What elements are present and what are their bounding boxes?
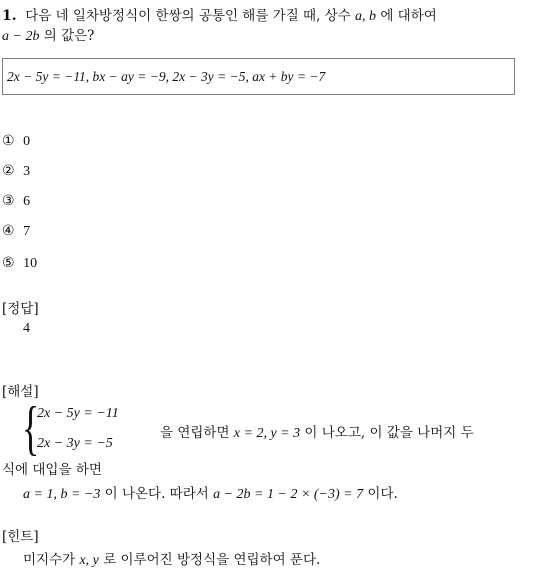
choice-3-value: 6 (23, 194, 31, 209)
equations-text: 2x − 5y = −11, bx − ay = −9, 2x − 3y = −5, ax + by = −7 (7, 69, 326, 84)
choice-5-value: 10 (23, 256, 38, 271)
explanation-line3-part1: 이 나온다. 따라서 (104, 486, 209, 502)
explanation-line3-part2: 이다. (367, 486, 398, 502)
hint-label: [힌트] (2, 529, 39, 545)
explanation-ab-values: a = 1, b = −3 (23, 487, 101, 502)
choice-2-value: 3 (23, 164, 31, 179)
choice-4-mark: ④ (2, 223, 15, 239)
choice-2-mark: ② (2, 163, 15, 179)
question-text-part1: 다음 네 일차방정식이 한쌍의 공통인 해를 가질 때, 상수 (25, 8, 351, 24)
explanation-solution: x = 2, y = 3 (233, 426, 301, 441)
question-number: 1. (2, 8, 17, 24)
choice-1[interactable] (2, 133, 30, 150)
answer-label: [정답] (2, 301, 39, 317)
hint-text-part1: 미지수가 (23, 552, 76, 568)
answer-value: 4 (23, 321, 30, 336)
equations-box (2, 58, 515, 95)
system-eq2: 2x − 3y = −5 (37, 436, 113, 451)
choice-3-mark: ③ (2, 193, 15, 209)
question-text-part2: 에 대하여 (380, 8, 437, 24)
explanation-line-3 (23, 482, 398, 503)
choice-1-mark: ① (2, 133, 15, 149)
choice-3[interactable] (2, 193, 30, 210)
hint-vars: x, y (79, 553, 99, 568)
hint-text-part2: 로 이루어진 방정식을 연립하여 푼다. (103, 552, 321, 568)
system-eq1: 2x − 5y = −11 (37, 406, 119, 421)
choice-4[interactable] (2, 223, 30, 240)
question-expression: a − 2b (2, 29, 40, 44)
choice-2[interactable] (2, 163, 30, 180)
explanation-line1-part1: 을 연립하면 (160, 425, 230, 441)
choice-1-value: 0 (23, 134, 31, 149)
choice-4-value: 7 (23, 224, 31, 239)
explanation-line-1 (160, 421, 474, 442)
system-brace: { (22, 395, 40, 461)
question-line-1 (2, 4, 437, 25)
choice-5-mark: ⑤ (2, 255, 15, 271)
explanation-line-2: 식에 대입을 하면 (2, 462, 102, 478)
question-vars: a, b (355, 9, 377, 24)
explanation-label: [해설] (2, 384, 39, 400)
choice-5[interactable] (2, 255, 37, 272)
question-text-tail: 의 값은? (43, 28, 95, 44)
explanation-final-calc: a − 2b = 1 − 2 × (−3) = 7 (213, 487, 364, 502)
explanation-line1-part2: 이 나오고, 이 값을 나머지 두 (304, 425, 474, 441)
question-line-2 (2, 24, 94, 45)
